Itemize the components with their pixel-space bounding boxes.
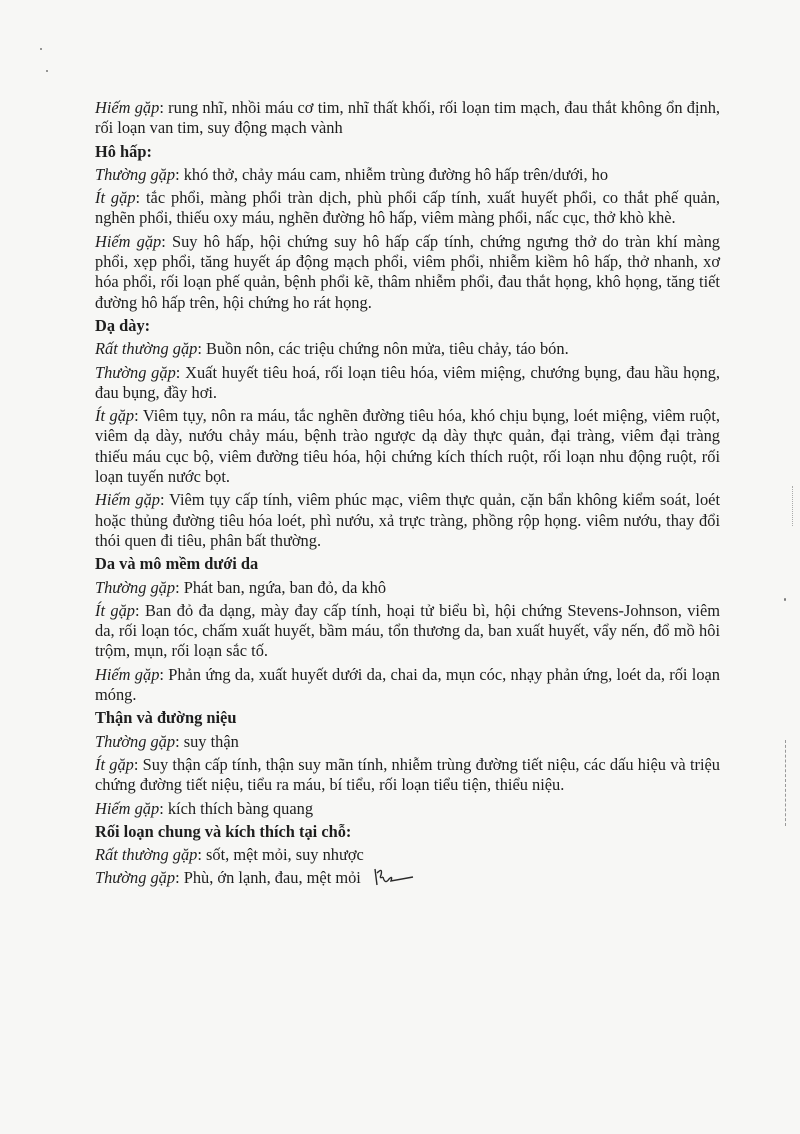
effect-list: : Viêm tụy cấp tính, viêm phúc mạc, viêm thực quản, cặn bẩn không kiểm soát, loét hoặc thủng đường tiêu hóa loét, phì nướu, xả trực tràng, phồng rộp họng. viêm nướu, thay đổi thói quen đi tiêu, phân bất thường. <box>95 490 721 550</box>
section-heading: Hô hấp: <box>95 141 152 161</box>
effect-paragraph <box>95 755 720 796</box>
section-heading: Thận và đường niệu <box>95 708 237 728</box>
scan-edge-mark <box>785 740 794 826</box>
effect-paragraph <box>95 665 720 706</box>
frequency-label: Thường gặp <box>95 868 176 888</box>
effect-paragraph <box>95 868 720 888</box>
effect-list: : Phát ban, ngứa, ban đỏ, da khô <box>175 577 387 597</box>
handwritten-signature <box>371 865 415 889</box>
effect-paragraph <box>95 188 720 229</box>
section-heading: Rối loạn chung và kích thích tại chỗ: <box>95 821 352 841</box>
effect-paragraph <box>95 98 720 139</box>
effect-list: : Viêm tụy, nôn ra máu, tắc nghẽn đường tiêu hóa, khó chịu bụng, loét miệng, viêm ruột, viêm dạ dày, nướu chảy máu, bệnh trào ngược dạ dày thực quản, đại tràng, viêm đại tràng thiếu máu cục bộ, viêm đường tiêu hóa, hội chứng kích thích ruột, rối loạn nhu động ruột, rối loạn tuyến nước bọt. <box>95 406 720 487</box>
frequency-label: Hiếm gặp <box>95 98 160 117</box>
scan-edge-mark <box>792 486 796 526</box>
frequency-label: Hiếm gặp <box>95 664 160 684</box>
effect-list: : Phù, ớn lạnh, đau, mệt mỏi <box>175 868 361 888</box>
frequency-label: Ít gặp <box>95 188 136 208</box>
frequency-label: Thường gặp <box>95 731 176 751</box>
scan-speck <box>784 598 786 601</box>
effect-list: : Suy hô hấp, hội chứng suy hô hấp cấp tính, chứng ngưng thở do tràn khí màng phổi, xẹp phổi, tăng huyết áp động mạch phổi, viêm phổi, nhiễm kiềm hô hấp, thở nhanh, xơ hóa phổi, rối loạn phế quản, bệnh phổi kẽ, thâm nhiễm phổi, đau thắt họng, khô họng, tăng tiết đường hô hấp trên, hội chứng ho rát họng. <box>95 231 720 312</box>
effect-paragraph <box>95 732 720 752</box>
effect-list: : tắc phổi, màng phổi tràn dịch, phù phổi cấp tính, xuất huyết phổi, co thắt phế quản, nghẽn phổi, thiếu oxy máu, nghẽn đường hô hấp, viêm màng phổi, nấc cục, thở khò khè. <box>95 188 720 228</box>
scan-speck <box>40 48 42 50</box>
effect-list: : rung nhĩ, nhồi máu cơ tim, nhĩ thất khối, rối loạn tim mạch, đau thắt không ổn định, rối loạn van tim, suy động mạch vành <box>95 98 720 138</box>
effect-paragraph <box>95 845 720 865</box>
effect-paragraph <box>95 363 720 404</box>
effect-paragraph <box>95 601 720 662</box>
effect-list: : Suy thận cấp tính, thận suy mãn tính, nhiễm trùng đường tiết niệu, các dấu hiệu và triệu chứng đường tiết niệu, tiểu ra máu, bí tiểu, rối loạn tiểu tiện, thiểu niệu. <box>95 754 720 795</box>
effect-paragraph <box>95 406 720 487</box>
effect-list: : Buồn nôn, các triệu chứng nôn mửa, tiêu chảy, táo bón. <box>197 339 569 359</box>
effect-list: : Xuất huyết tiêu hoá, rối loạn tiêu hóa, viêm miệng, chướng bụng, đau hầu họng, đau bụng, đầy hơi. <box>95 362 720 402</box>
scan-speck <box>46 70 48 72</box>
effect-list: : khó thở, chảy máu cam, nhiễm trùng đường hô hấp trên/dưới, ho <box>175 164 609 184</box>
frequency-label: Hiếm gặp <box>95 490 160 510</box>
effect-list: : Ban đỏ đa dạng, mày đay cấp tính, hoại tử biểu bì, hội chứng Stevens-Johnson, viêm da, rối loạn tóc, chấm xuất huyết, bầm máu, tổn thương da, ban xuất huyết, vẩy nến, đổ mồ hôi trộm, mụn, rối loạn sắc tố. <box>95 600 720 661</box>
effect-paragraph <box>95 165 720 185</box>
effect-paragraph <box>95 578 720 598</box>
effect-paragraph <box>95 339 720 359</box>
frequency-label: Rất thường gặp <box>95 339 198 359</box>
frequency-label: Hiếm gặp <box>95 798 160 818</box>
frequency-label: Ít gặp <box>95 406 135 426</box>
frequency-label: Ít gặp <box>95 754 134 774</box>
effect-list: : kích thích bàng quang <box>159 798 314 818</box>
section-heading: Da và mô mềm dưới da <box>95 554 259 574</box>
frequency-label: Thường gặp <box>95 577 176 597</box>
document-page <box>95 98 720 892</box>
effect-paragraph <box>95 490 720 551</box>
frequency-label: Hiếm gặp <box>95 231 162 251</box>
effect-list: : sốt, mệt mỏi, suy nhược <box>197 845 364 865</box>
effect-paragraph <box>95 799 720 819</box>
frequency-label: Rất thường gặp <box>95 845 198 865</box>
frequency-label: Thường gặp <box>95 362 176 382</box>
frequency-label: Ít gặp <box>95 600 136 620</box>
effect-list: : suy thận <box>175 731 239 751</box>
frequency-label: Thường gặp <box>95 164 176 184</box>
effect-paragraph <box>95 232 720 313</box>
section-heading: Dạ dày: <box>95 315 151 335</box>
effect-list: : Phản ứng da, xuất huyết dưới da, chai da, mụn cóc, nhạy phản ứng, loét da, rối loạn móng. <box>95 664 720 705</box>
